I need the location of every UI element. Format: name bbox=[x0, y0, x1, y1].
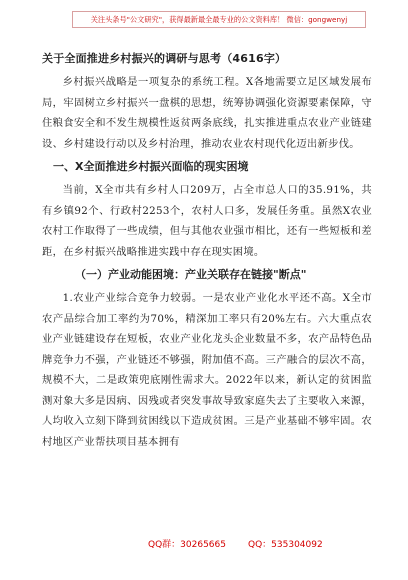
footer-qq: QQ：535304092 bbox=[248, 540, 323, 550]
footer-qq-group: QQ群：30265665 bbox=[148, 540, 226, 550]
subsection-paragraph: 1.农业产业综合竞争力较弱。一是农业产业化水平还不高。X全市农产品综合加工率约为70%，精深加工率只有20%左右。六大重点农业产业链建设存在短板，农业产业化龙头企业数量不多，农产品特色品牌竞争力不强，产业链还不够强，附加值不高。三产融合的层次不高，规模不大，二是政策兜底刚性需求大。2022年以来，新认定的贫困监测对象大多是因病、因残或者突发事故导致家庭失去了主要收入来源，人均收入立刻下降到贫困线以下造成贫困。三是产业基础不够牢固。农村地区产业帮扶项目基本拥有 bbox=[42, 292, 372, 448]
document-body bbox=[42, 50, 372, 452]
subsection-heading: （一）产业动能困境：产业关联存在链接"断点" bbox=[75, 268, 307, 281]
document-title: 关于全面推进乡村振兴的调研与思考（4616字） bbox=[42, 52, 287, 65]
section-heading: 一、X全面推进乡村振兴面临的现实困境 bbox=[53, 160, 249, 173]
header-banner: 关注头条号"公文研究"，获得最新最全最专业的公文资料库！ 微信：gongwenyj bbox=[72, 11, 366, 28]
intro-paragraph: 乡村振兴战略是一项复杂的系统工程。X各地需要立足区域发展布局，牢固树立乡村振兴一盘棋的思想，统筹协调强化资源要素保障，守住粮食安全和不发生规模性返贫两条底线，扎实推进重点农业产业链建设、乡村建设行动以及乡村治理，推动农业农村现代化迈出新步伐。 bbox=[42, 76, 372, 150]
section-paragraph: 当前，X全市共有乡村人口209万，占全市总人口的35.91%，共有乡镇92个、行政村2253个，农村人口多，发展任务重。虽然X农业农村工作取得了一些成绩，但与其他农业强市相比，还有一些短板和差距，在乡村振兴战略推进实践中存在现实困境。 bbox=[42, 184, 372, 258]
